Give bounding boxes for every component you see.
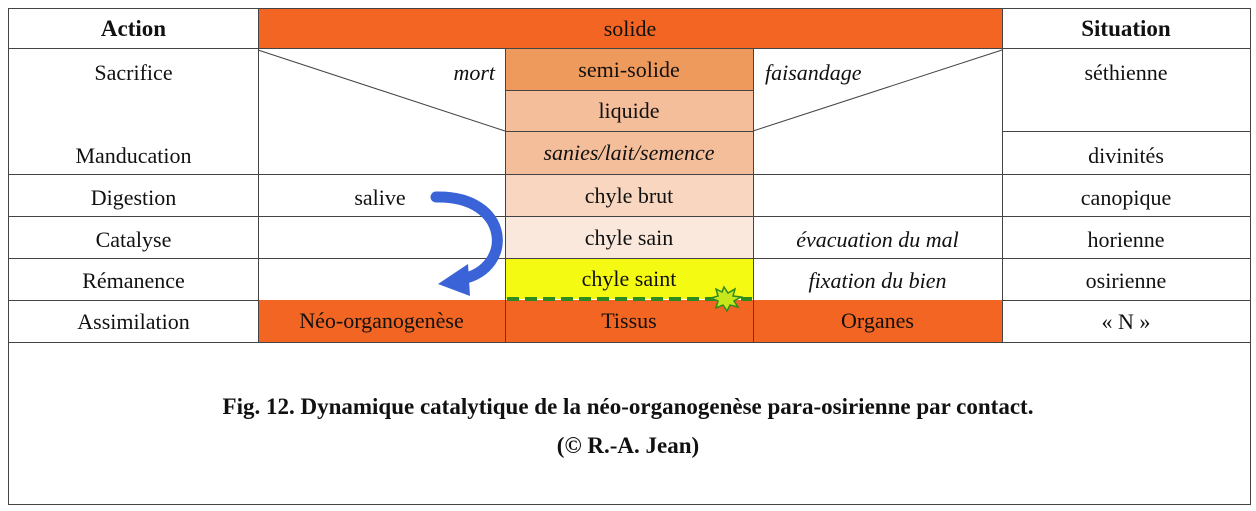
curved-arrow-icon bbox=[436, 197, 497, 296]
action-remanence: Rémanence bbox=[82, 268, 185, 293]
situation-osirienne: osirienne bbox=[1085, 268, 1167, 293]
header-situation: Situation bbox=[1081, 16, 1171, 41]
bottom-tissus: Tissus bbox=[505, 300, 753, 342]
center-liquide: liquide bbox=[505, 91, 753, 131]
action-catalyse: Catalyse bbox=[95, 227, 172, 252]
center-semi-solide: semi-solide bbox=[505, 49, 753, 90]
situation-horienne: horienne bbox=[1087, 227, 1165, 252]
right-evacuation: évacuation du mal bbox=[796, 227, 959, 252]
bottom-neo-organogenese: Néo-organogenèse bbox=[258, 300, 505, 342]
situation-divinites: divinités bbox=[1088, 143, 1164, 168]
action-sacrifice: Sacrifice bbox=[94, 60, 173, 85]
grid-lines bbox=[9, 9, 1251, 505]
burst-icon bbox=[711, 287, 741, 311]
action-assimilation: Assimilation bbox=[77, 309, 190, 334]
center-chyle-saint: chyle saint bbox=[505, 259, 753, 299]
center-chyle-brut: chyle brut bbox=[505, 175, 753, 216]
figure-caption: Fig. 12. Dynamique catalytique de la néo-organogenèse para-osirienne par contact. bbox=[222, 394, 1034, 419]
left-mort: mort bbox=[453, 60, 495, 85]
left-salive: salive bbox=[354, 185, 406, 210]
situation-n: « N » bbox=[1101, 309, 1151, 334]
center-chyle-sain: chyle sain bbox=[505, 217, 753, 258]
center-sanies: sanies/lait/semence bbox=[505, 132, 753, 174]
bottom-organes: Organes bbox=[753, 300, 1002, 342]
figure-credit: (© R.-A. Jean) bbox=[556, 433, 700, 458]
header-action: Action bbox=[100, 16, 167, 41]
diagonal-right bbox=[753, 50, 1002, 131]
situation-sethienne: séthienne bbox=[1084, 60, 1168, 85]
diagonal-left bbox=[258, 50, 505, 131]
situation-canopique: canopique bbox=[1080, 185, 1172, 210]
right-fixation: fixation du bien bbox=[808, 268, 947, 293]
action-digestion: Digestion bbox=[90, 185, 177, 210]
right-faisandage: faisandage bbox=[765, 60, 862, 85]
header-solide: solide bbox=[258, 9, 1002, 48]
action-manducation: Manducation bbox=[75, 143, 192, 168]
